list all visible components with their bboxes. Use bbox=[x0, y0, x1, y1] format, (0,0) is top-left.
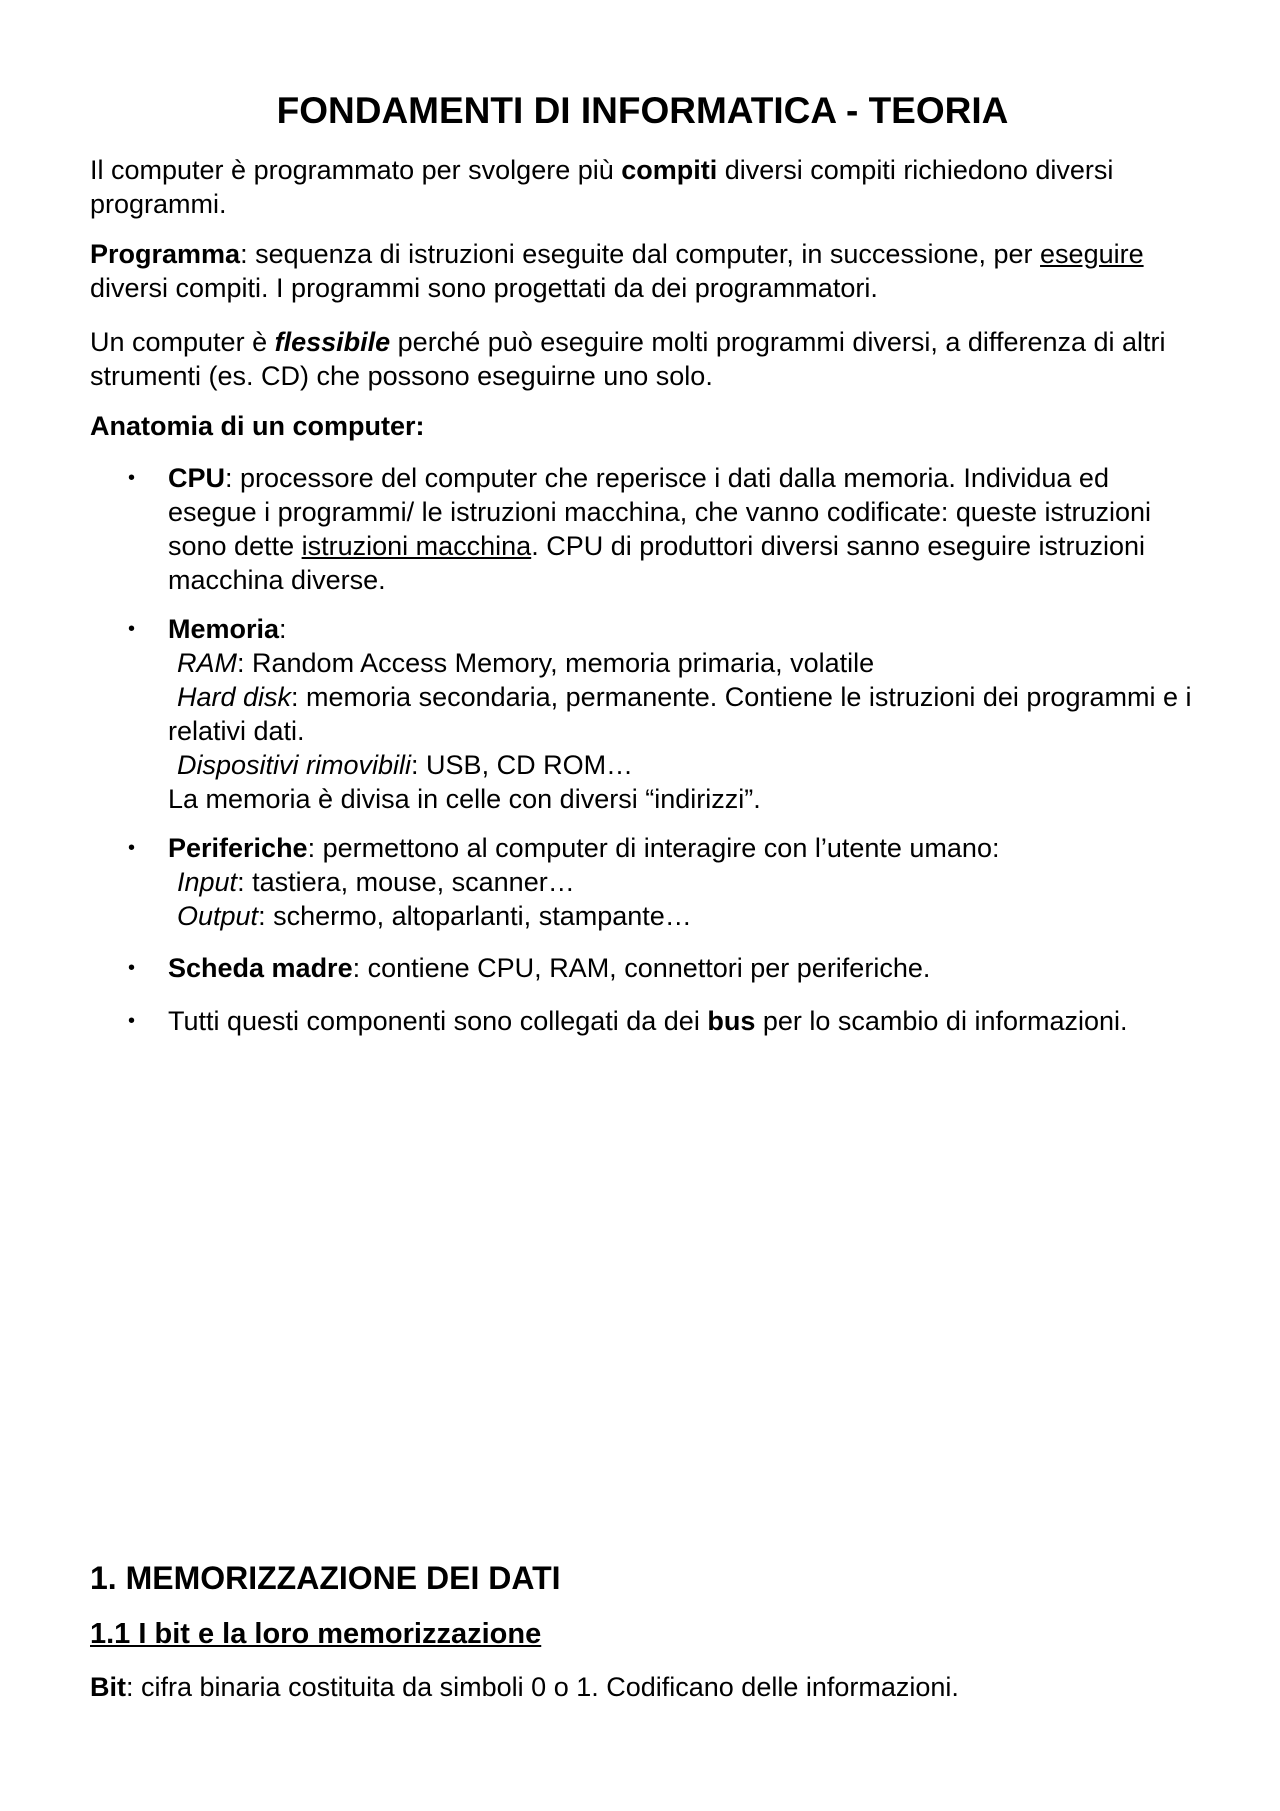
bullet: • bbox=[128, 618, 136, 640]
cpu-text-1: : processore del computer che reperisce i dati dalla memoria. Individua ed esegue i programmi/ le istruzioni macchina, che vanno codificate: queste istruzioni sono dette bbox=[168, 463, 1151, 561]
programma-text-2: diversi compiti. I programmi sono progettati da dei programmatori. bbox=[90, 273, 878, 303]
list-item-cpu bbox=[128, 461, 1198, 597]
list-item-scheda-madre bbox=[128, 951, 1198, 985]
memoria-colon: : bbox=[279, 614, 287, 644]
hd-term: Hard disk bbox=[177, 682, 292, 712]
anatomia-heading: Anatomia di un computer: bbox=[90, 411, 425, 441]
memoria-ram bbox=[168, 646, 1198, 680]
intro-paragraph bbox=[90, 153, 1195, 221]
intro-text-1: Il computer è programmato per svolgere più bbox=[90, 155, 622, 185]
cpu-underlined: istruzioni macchina bbox=[301, 531, 532, 561]
memoria-removable bbox=[168, 748, 1198, 782]
flessibile-text-1: Un computer è bbox=[90, 327, 275, 357]
bit-paragraph bbox=[90, 1670, 1195, 1704]
memoria-celle: La memoria è divisa in celle con diversi “indirizzi”. bbox=[168, 784, 761, 814]
periferiche-line bbox=[168, 831, 1198, 865]
periferiche-input bbox=[168, 865, 1198, 899]
flessibile-text-2: perché può eseguire molti programmi diversi, a differenza di altri strumenti (es. CD) che possono eseguirne uno solo. bbox=[90, 327, 1166, 391]
bullet: • bbox=[128, 467, 136, 489]
bullet: • bbox=[128, 837, 136, 859]
hd-text: : memoria secondaria, permanente. Contiene le istruzioni dei programmi e i relativi dati. bbox=[168, 682, 1192, 746]
list-item-memoria bbox=[128, 612, 1198, 816]
periferiche-output bbox=[168, 899, 1198, 933]
programma-paragraph bbox=[90, 237, 1195, 305]
rem-text: : USB, CD ROM… bbox=[411, 750, 634, 780]
cpu-term: CPU bbox=[168, 463, 226, 493]
bit-term: Bit bbox=[90, 1672, 126, 1702]
flessibile-paragraph bbox=[90, 325, 1195, 393]
list-item-bus bbox=[128, 1004, 1198, 1038]
programma-underlined: eseguire bbox=[1040, 239, 1144, 269]
bit-text: : cifra binaria costituita da simboli 0 o 1. Codificano delle informazioni. bbox=[126, 1672, 959, 1702]
memoria-line bbox=[168, 612, 1198, 646]
programma-text-1: : sequenza di istruzioni eseguite dal computer, in successione, per bbox=[240, 239, 1041, 269]
memoria-term: Memoria bbox=[168, 614, 280, 644]
rem-term: Dispositivi rimovibili bbox=[177, 750, 412, 780]
page-title: FONDAMENTI DI INFORMATICA - TEORIA bbox=[276, 90, 1009, 131]
output-text: : schermo, altoparlanti, stampante… bbox=[258, 901, 692, 931]
memoria-hard-disk bbox=[168, 680, 1198, 748]
input-term: Input bbox=[177, 867, 238, 897]
flessibile-term: flessibile bbox=[274, 327, 391, 357]
bus-text-1: Tutti questi componenti sono collegati da dei bbox=[168, 1006, 708, 1036]
intro-bold-compiti: compiti bbox=[621, 155, 718, 185]
list-item-periferiche bbox=[128, 831, 1198, 933]
bullet: • bbox=[128, 957, 136, 979]
bus-text-2: per lo scambio di informazioni. bbox=[755, 1006, 1128, 1036]
scheda-text: : contiene CPU, RAM, connettori per periferiche. bbox=[352, 953, 931, 983]
periferiche-text: : permettono al computer di interagire con l’utente umano: bbox=[307, 833, 1000, 863]
ram-term: RAM bbox=[177, 648, 237, 678]
input-text: : tastiera, mouse, scanner… bbox=[237, 867, 575, 897]
scheda-term: Scheda madre bbox=[168, 953, 353, 983]
periferiche-term: Periferiche bbox=[168, 833, 308, 863]
bullet: • bbox=[128, 1010, 136, 1032]
programma-term: Programma bbox=[90, 239, 241, 269]
ram-text: : Random Access Memory, memoria primaria, volatile bbox=[237, 648, 875, 678]
section-heading-1-1: 1.1 I bit e la loro memorizzazione bbox=[90, 1618, 542, 1650]
section-heading-1: 1. MEMORIZZAZIONE DEI DATI bbox=[90, 1560, 561, 1596]
cpu-text-2: . CPU di produttori diversi sanno eseguire istruzioni macchina diverse. bbox=[168, 531, 1145, 595]
intro-text-2: diversi compiti richiedono diversi programmi. bbox=[90, 155, 1114, 219]
bus-term: bus bbox=[707, 1006, 756, 1036]
output-term: Output bbox=[177, 901, 259, 931]
